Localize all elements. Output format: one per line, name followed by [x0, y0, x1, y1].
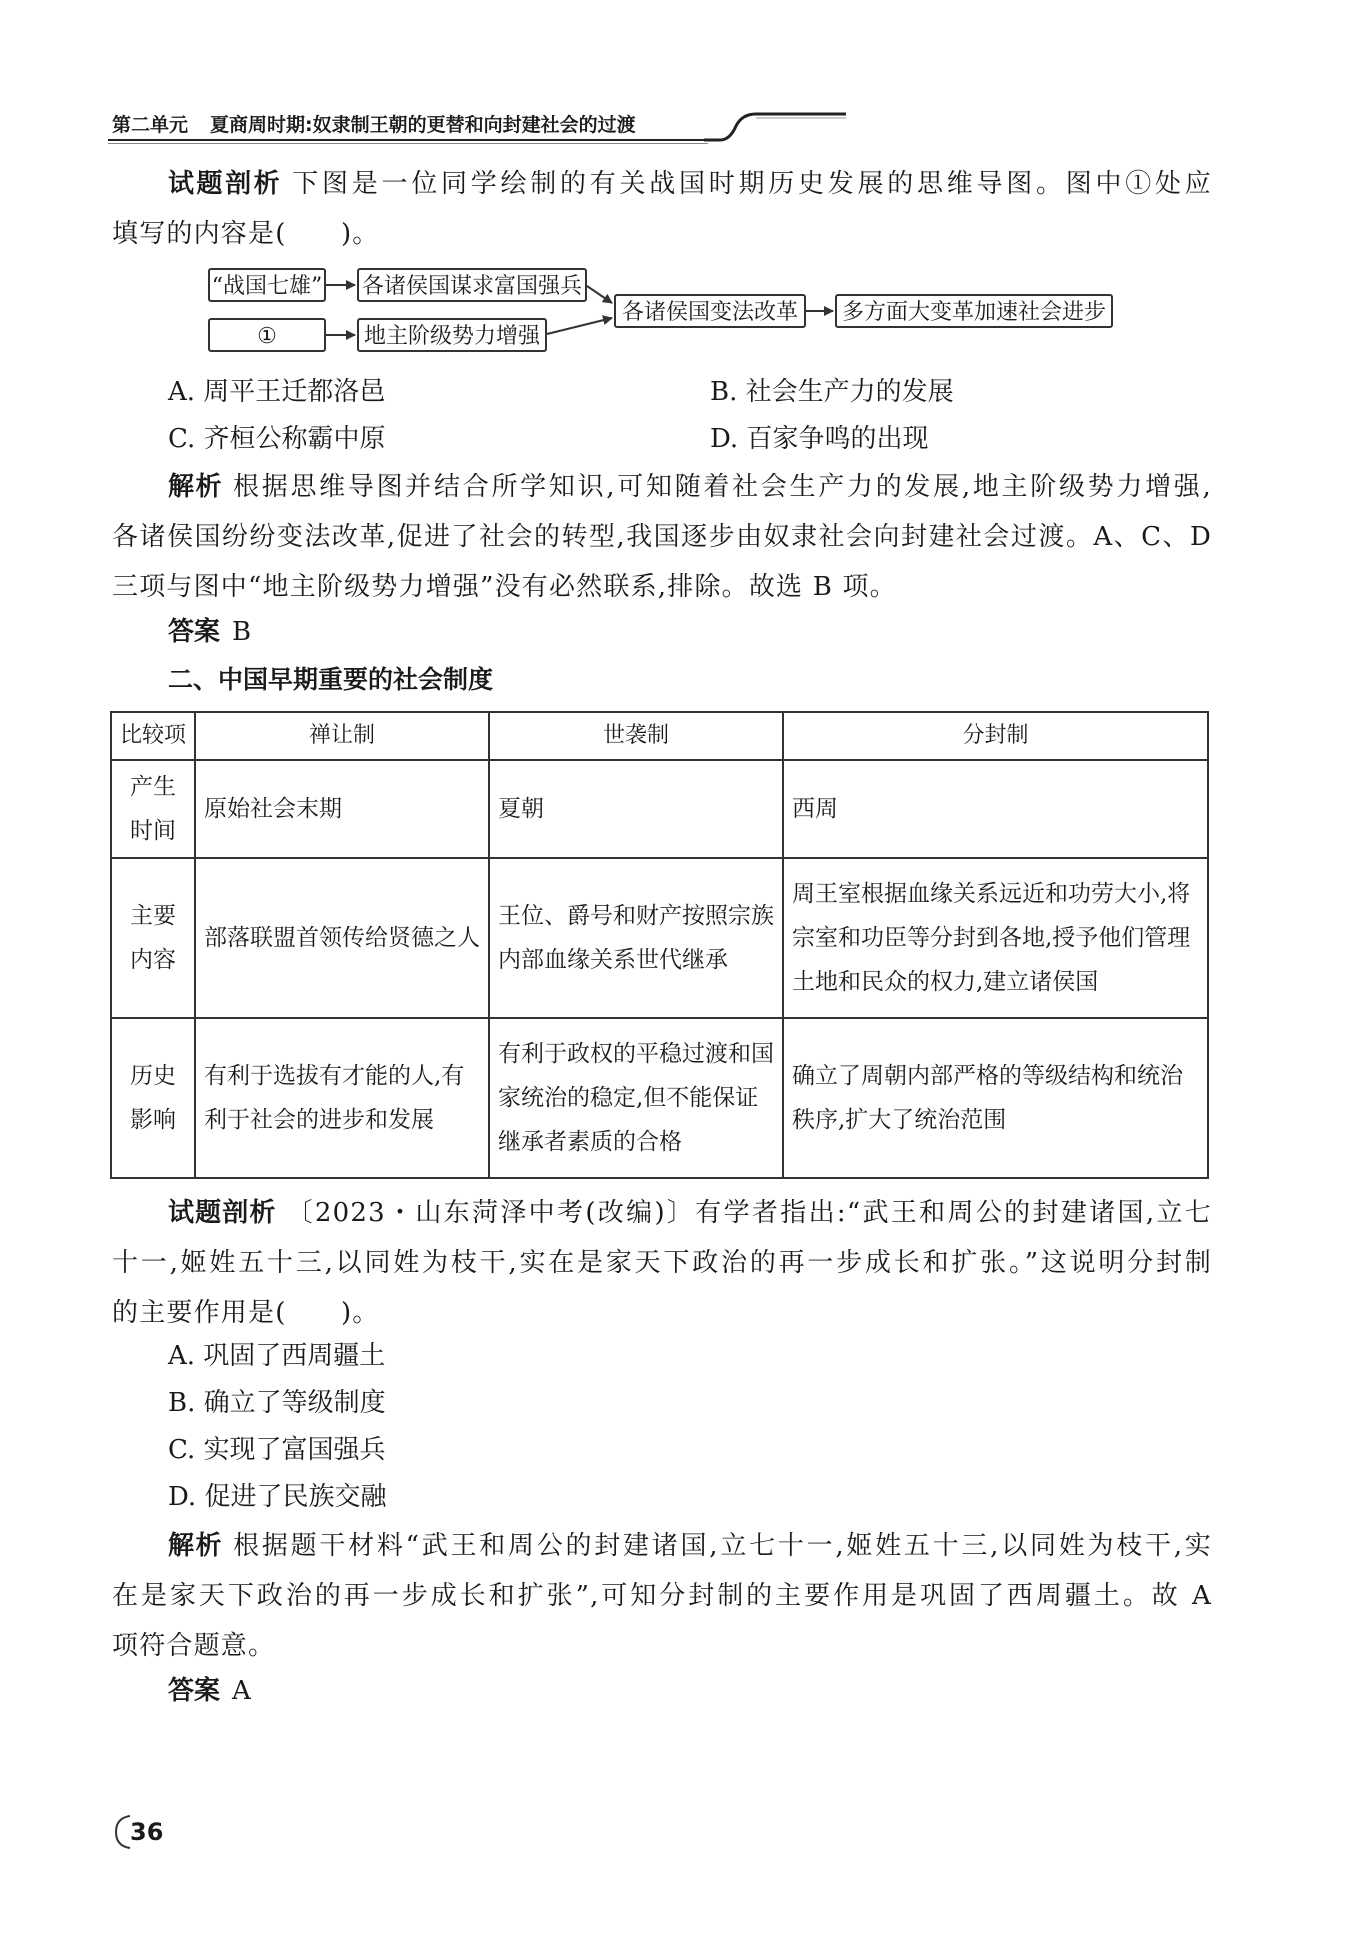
table-header-cell: 禅让制	[195, 712, 489, 760]
q2-analysis	[112, 1521, 1212, 1571]
mindmap-box-blank-1: ①	[208, 318, 326, 352]
q2-lead: 试题剖析	[168, 1198, 277, 1228]
q2-stem-cont	[112, 1238, 1212, 1338]
header-swoosh-decoration	[700, 104, 850, 144]
table-row-label: 产生时间	[111, 760, 195, 858]
header-title: 夏商周时期:奴隶制王朝的更替和向封建社会的过渡	[210, 114, 636, 136]
q2-option-d: D. 促进了民族交融	[168, 1482, 387, 1512]
header-unit: 第二单元	[112, 114, 189, 136]
q2-analysis-lead: 解析	[168, 1531, 224, 1561]
mindmap-box-reform: 各诸侯国变法改革	[614, 294, 806, 328]
table-header-row	[111, 712, 1208, 760]
running-header	[112, 110, 636, 137]
q2-option-b: B. 确立了等级制度	[168, 1388, 386, 1418]
q2-stem	[112, 1188, 1212, 1238]
table-row	[111, 1018, 1208, 1178]
q1-analysis-line-2: 各诸侯国纷纷变法改革,促进了社会的转型,我国逐步由奴隶社会向封建社会过渡。A、C、D	[112, 522, 1212, 552]
table-cell: 夏朝	[489, 760, 783, 858]
table-header-cell: 比较项	[111, 712, 195, 760]
q2-option-a: A. 巩固了西周疆土	[168, 1341, 386, 1371]
q1-option-d: D. 百家争鸣的出现	[710, 424, 929, 454]
table-cell: 有利于选拔有才能的人,有利于社会的进步和发展	[195, 1018, 489, 1178]
header-rule-thin	[108, 143, 708, 144]
table-row-label: 历史影响	[111, 1018, 195, 1178]
q2-analysis-line-1: 根据题干材料“武王和周公的封建诸国,立七十一,姬姓五十三,以同姓为枝干,实	[233, 1531, 1212, 1561]
table-cell: 周王室根据血缘关系远近和功劳大小,将宗室和功臣等分封到各地,授予他们管理土地和民众的权力,建立诸侯国	[783, 858, 1208, 1018]
q2-analysis-cont	[112, 1571, 1212, 1671]
q1-option-b: B. 社会生产力的发展	[710, 377, 954, 407]
header-rule	[108, 139, 708, 141]
q2-option-c: C. 实现了富国强兵	[168, 1435, 386, 1465]
q1-stem-line-2: 填写的内容是( )。	[112, 219, 380, 249]
table-header-cell: 分封制	[783, 712, 1208, 760]
table-cell: 部落联盟首领传给贤德之人	[195, 858, 489, 1018]
q2-answer	[168, 1671, 251, 1711]
q2-analysis-line-3: 项符合题意。	[112, 1631, 276, 1661]
comparison-table	[110, 711, 1209, 1179]
q1-answer-value: B	[232, 617, 252, 647]
table-cell: 西周	[783, 760, 1208, 858]
q1-option-c: C. 齐桓公称霸中原	[168, 424, 386, 454]
q2-stem-line-2: 十一,姬姓五十三,以同姓为枝干,实在是家天下政治的再一步成长和扩张。”这说明分封制	[112, 1248, 1212, 1278]
q1-stem	[112, 159, 1212, 209]
q1-analysis-line-3: 三项与图中“地主阶级势力增强”没有必然联系,排除。故选 B 项。	[112, 572, 897, 602]
q1-option-a: A. 周平王迁都洛邑	[168, 377, 386, 407]
q2-stem-line-3: 的主要作用是( )。	[112, 1298, 380, 1328]
q2-analysis-line-2: 在是家天下政治的再一步成长和扩张”,可知分封制的主要作用是巩固了西周疆土。故 A	[112, 1581, 1212, 1611]
table-header-cell: 世袭制	[489, 712, 783, 760]
q1-analysis-line-1: 根据思维导图并结合所学知识,可知随着社会生产力的发展,地主阶级势力增强,	[233, 472, 1212, 502]
q1-analysis-cont	[112, 512, 1212, 612]
q1-lead: 试题剖析	[168, 169, 283, 199]
mindmap-box-social-progress: 多方面大变革加速社会进步	[835, 294, 1113, 328]
table-row-label: 主要内容	[111, 858, 195, 1018]
section-title: 二、中国早期重要的社会制度	[168, 665, 494, 694]
table-cell: 确立了周朝内部严格的等级结构和统治秩序,扩大了统治范围	[783, 1018, 1208, 1178]
page-number: 36	[130, 1818, 164, 1846]
mindmap-box-landlord-rise: 地主阶级势力增强	[357, 318, 547, 352]
q2-answer-lead: 答案	[168, 1676, 221, 1706]
mindmap-box-seek-strength: 各诸侯国谋求富国强兵	[357, 268, 587, 302]
table-row	[111, 760, 1208, 858]
mindmap-box-warring-states: “战国七雄”	[208, 268, 326, 302]
q1-answer-lead: 答案	[168, 617, 221, 647]
table-cell: 有利于政权的平稳过渡和国家统治的稳定,但不能保证继承者素质的合格	[489, 1018, 783, 1178]
arrow-4	[547, 318, 612, 334]
table-row	[111, 858, 1208, 1018]
table-cell: 王位、爵号和财产按照宗族内部血缘关系世代继承	[489, 858, 783, 1018]
arrow-3	[587, 286, 612, 303]
q1-analysis-lead: 解析	[168, 472, 224, 502]
table-cell: 原始社会末期	[195, 760, 489, 858]
q1-analysis	[112, 462, 1212, 512]
q1-stem-cont	[112, 209, 1212, 259]
q1-stem-line-1: 下图是一位同学绘制的有关战国时期历史发展的思维导图。图中①处应	[292, 169, 1212, 199]
q1-answer	[168, 612, 251, 652]
q2-stem-line-1: 〔2023・山东菏泽中考(改编)〕有学者指出:“武王和周公的封建诸国,立七	[286, 1198, 1212, 1228]
q2-answer-value: A	[232, 1676, 251, 1706]
